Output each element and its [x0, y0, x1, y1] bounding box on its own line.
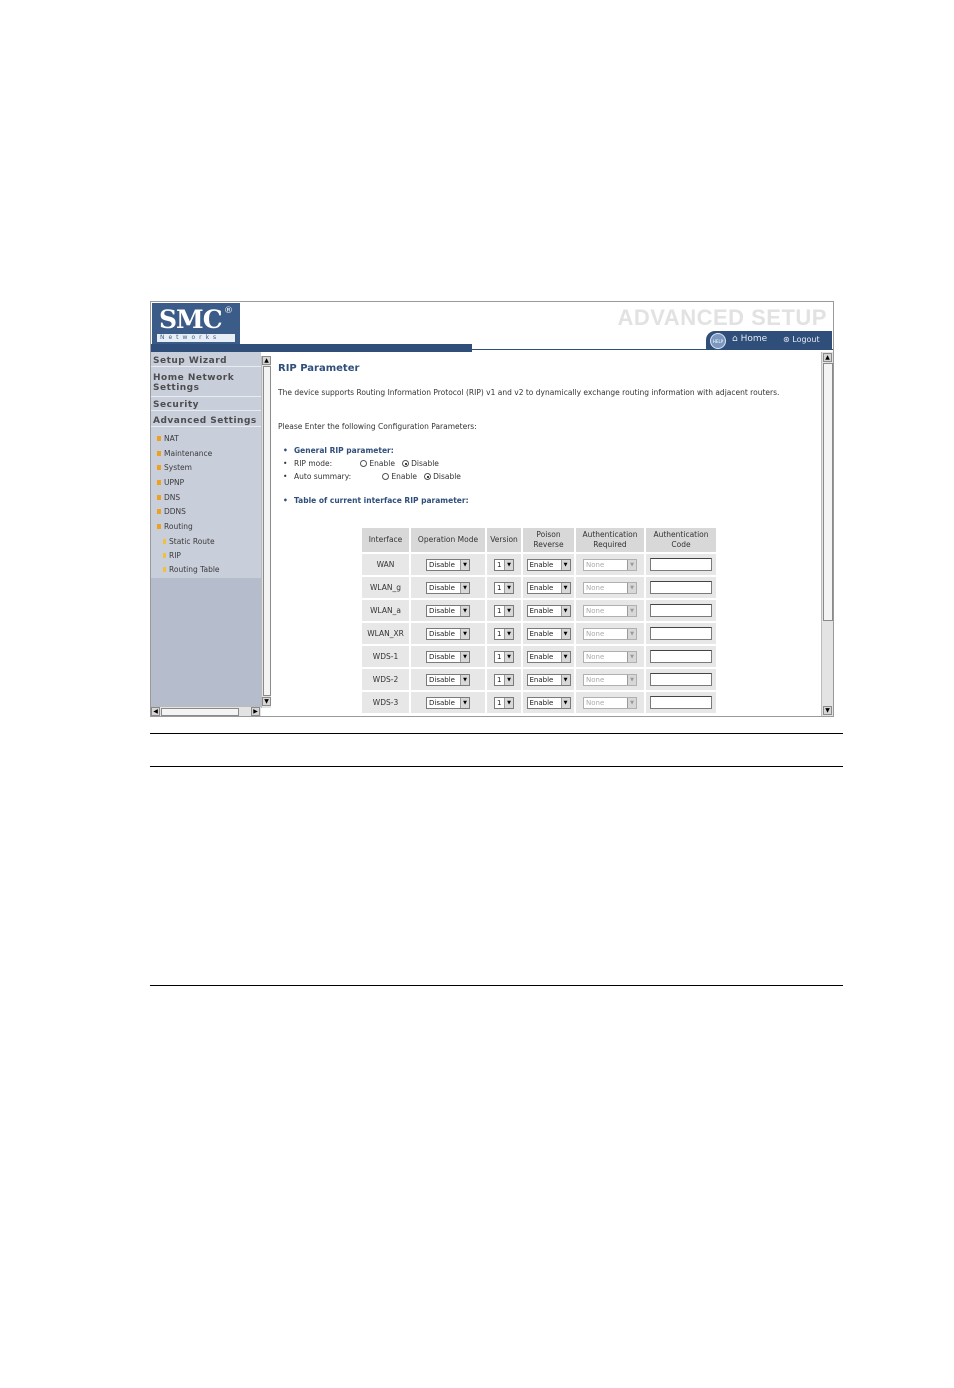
- chevron-down-icon: ▼: [504, 652, 513, 662]
- logout-label: Logout: [792, 335, 820, 344]
- subitem-label: Routing: [164, 522, 193, 531]
- operation-mode-cell: [411, 577, 485, 598]
- sidebar-subitem-system[interactable]: [157, 463, 192, 472]
- operation-mode-select[interactable]: [426, 605, 470, 617]
- poison-reverse-cell: [523, 554, 574, 575]
- sidebar-subitem-routing-table[interactable]: [163, 565, 220, 574]
- sidebar-item-security[interactable]: Security: [151, 400, 261, 411]
- operation-mode-select[interactable]: [426, 697, 470, 709]
- rip-mode-label: RIP mode:: [294, 459, 333, 468]
- poison-reverse-select[interactable]: [527, 559, 571, 571]
- version-select[interactable]: [494, 628, 514, 640]
- operation-mode-select[interactable]: [426, 674, 470, 686]
- table-heading: • Table of current interface RIP parameter:: [294, 496, 469, 505]
- column-header: Version: [487, 528, 521, 552]
- auth-required-select[interactable]: [583, 582, 637, 594]
- interface-cell: WLAN_g: [362, 577, 409, 598]
- auto-summary-enable-radio[interactable]: [382, 472, 417, 481]
- interface-cell: WDS-3: [362, 692, 409, 713]
- poison-reverse-cell: [523, 646, 574, 667]
- logout-icon: ⊛: [783, 335, 790, 344]
- sidebar-subitem-nat[interactable]: [157, 434, 179, 443]
- chevron-down-icon: ▼: [460, 652, 469, 662]
- auth-code-input[interactable]: [650, 558, 712, 571]
- interface-cell: WLAN_a: [362, 600, 409, 621]
- scrollbar-thumb[interactable]: [263, 366, 271, 696]
- auth-required-select[interactable]: [583, 605, 637, 617]
- subitem-label: System: [164, 463, 192, 472]
- chevron-down-icon: ▼: [504, 629, 513, 639]
- bullet-icon: [163, 553, 166, 558]
- radio-label: Enable: [369, 459, 395, 468]
- operation-mode-select[interactable]: [426, 559, 470, 571]
- bullet-icon: [157, 465, 161, 470]
- version-cell: [487, 623, 521, 644]
- chevron-down-icon: ▼: [460, 698, 469, 708]
- operation-mode-cell: [411, 554, 485, 575]
- version-cell: [487, 692, 521, 713]
- select-value: 1: [497, 583, 502, 592]
- table-row: [362, 577, 716, 598]
- bullet-icon: [163, 539, 166, 544]
- column-header: Authentication Code: [646, 528, 716, 552]
- version-select[interactable]: [494, 582, 514, 594]
- sidebar-vertical-scrollbar[interactable]: [261, 356, 271, 708]
- version-cell: [487, 646, 521, 667]
- poison-reverse-select[interactable]: [527, 651, 571, 663]
- scroll-up-icon[interactable]: ▲: [262, 356, 271, 365]
- version-cell: [487, 554, 521, 575]
- operation-mode-cell: [411, 623, 485, 644]
- divider: [150, 985, 843, 986]
- select-value: 1: [497, 652, 502, 661]
- auto-summary-label: Auto summary:: [294, 472, 352, 481]
- subitem-label: DNS: [164, 493, 181, 502]
- auth-code-input[interactable]: [650, 673, 712, 686]
- poison-reverse-select[interactable]: [527, 674, 571, 686]
- poison-reverse-select[interactable]: [527, 605, 571, 617]
- poison-reverse-cell: [523, 577, 574, 598]
- general-rip-heading: • General RIP parameter:: [294, 446, 394, 455]
- page-banner-title: ADVANCED SETUP: [617, 305, 827, 330]
- auth-required-cell: [576, 623, 644, 644]
- radio-label: Disable: [433, 472, 461, 481]
- subitem-label: RIP: [169, 551, 181, 560]
- table-row: [362, 554, 716, 575]
- scroll-left-icon[interactable]: ◀: [151, 707, 160, 716]
- page-description: The device supports Routing Information Protocol (RIP) v1 and v2 to dynamically exchange routing information with adjacent routers.: [278, 388, 780, 397]
- select-value: Disable: [429, 629, 455, 638]
- auth-code-input[interactable]: [650, 581, 712, 594]
- auth-required-cell: [576, 554, 644, 575]
- rip-mode-row: [294, 459, 439, 468]
- select-value: 1: [497, 560, 502, 569]
- select-value: Disable: [429, 606, 455, 615]
- select-value: Disable: [429, 698, 455, 707]
- poison-reverse-cell: [523, 692, 574, 713]
- poison-reverse-cell: [523, 623, 574, 644]
- sidebar-subitem-rip[interactable]: [163, 551, 181, 560]
- logo-text: SMC: [159, 305, 222, 334]
- table-row: [362, 669, 716, 690]
- sidebar-item-home-network-settings[interactable]: Home Network Settings: [151, 373, 261, 397]
- select-value: 1: [497, 698, 502, 707]
- auth-code-input[interactable]: [650, 604, 712, 617]
- version-select[interactable]: [494, 651, 514, 663]
- sidebar-horizontal-scrollbar[interactable]: [151, 706, 261, 717]
- chevron-down-icon: ▼: [627, 606, 636, 616]
- auth-required-select[interactable]: [583, 628, 637, 640]
- scroll-down-icon[interactable]: ▼: [262, 697, 271, 706]
- table-header-row: [362, 528, 716, 552]
- auth-code-cell: [646, 577, 716, 598]
- interface-cell: WAN: [362, 554, 409, 575]
- select-value: None: [586, 606, 605, 615]
- chevron-down-icon: ▼: [561, 583, 570, 593]
- chevron-down-icon: ▼: [561, 675, 570, 685]
- select-value: Enable: [529, 652, 554, 661]
- select-value: Enable: [529, 606, 554, 615]
- sidebar-item-setup-wizard[interactable]: Setup Wizard: [151, 356, 261, 367]
- select-value: 1: [497, 606, 502, 615]
- auth-required-select[interactable]: [583, 697, 637, 709]
- operation-mode-cell: [411, 692, 485, 713]
- auth-code-input[interactable]: [650, 627, 712, 640]
- auth-code-cell: [646, 623, 716, 644]
- bullet-icon: [157, 451, 161, 456]
- version-select[interactable]: [494, 697, 514, 709]
- logo-subtitle: Networks: [157, 334, 235, 342]
- chevron-down-icon: ▼: [504, 698, 513, 708]
- select-value: 1: [497, 675, 502, 684]
- divider: [150, 733, 843, 734]
- header-bar: [151, 344, 472, 352]
- auth-code-input[interactable]: [650, 650, 712, 663]
- table-row: [362, 692, 716, 713]
- auth-required-cell: [576, 600, 644, 621]
- sidebar-filler: [151, 578, 261, 707]
- poison-reverse-select[interactable]: [527, 582, 571, 594]
- operation-mode-cell: [411, 600, 485, 621]
- poison-reverse-select[interactable]: [527, 628, 571, 640]
- select-value: None: [586, 675, 605, 684]
- sidebar-subitem-routing[interactable]: [157, 522, 193, 531]
- scroll-down-icon[interactable]: ▼: [823, 706, 832, 715]
- home-link[interactable]: [732, 334, 767, 344]
- auth-code-input[interactable]: [650, 696, 712, 709]
- version-cell: [487, 577, 521, 598]
- version-cell: [487, 600, 521, 621]
- subitem-label: DDNS: [164, 507, 186, 516]
- sidebar-subitem-ddns[interactable]: [157, 507, 186, 516]
- column-header: Interface: [362, 528, 409, 552]
- bullet-icon: [157, 436, 161, 441]
- bullet-icon: [163, 567, 166, 572]
- chevron-down-icon: ▼: [627, 583, 636, 593]
- interface-cell: WLAN_XR: [362, 623, 409, 644]
- chevron-down-icon: ▼: [460, 606, 469, 616]
- chevron-down-icon: ▼: [460, 675, 469, 685]
- operation-mode-select[interactable]: [426, 628, 470, 640]
- chevron-down-icon: ▼: [627, 629, 636, 639]
- auth-required-select[interactable]: [583, 651, 637, 663]
- auth-required-select[interactable]: [583, 674, 637, 686]
- sidebar: [151, 352, 261, 707]
- chevron-down-icon: ▼: [561, 652, 570, 662]
- chevron-down-icon: ▼: [460, 583, 469, 593]
- column-header: Poison Reverse: [523, 528, 574, 552]
- chevron-down-icon: ▼: [504, 560, 513, 570]
- bullet-icon: [157, 509, 161, 514]
- select-value: Disable: [429, 560, 455, 569]
- divider: [150, 766, 843, 767]
- scroll-up-icon[interactable]: ▲: [823, 353, 832, 362]
- operation-mode-select[interactable]: [426, 651, 470, 663]
- interface-cell: WDS-1: [362, 646, 409, 667]
- rip-mode-disable-radio[interactable]: [402, 459, 439, 468]
- chevron-down-icon: ▼: [627, 698, 636, 708]
- auth-code-cell: [646, 600, 716, 621]
- select-value: Enable: [529, 583, 554, 592]
- subitem-label: Routing Table: [169, 565, 220, 574]
- home-label: Home: [740, 334, 768, 344]
- subitem-label: NAT: [164, 434, 179, 443]
- poison-reverse-select[interactable]: [527, 697, 571, 709]
- scrollbar-thumb[interactable]: [161, 708, 239, 716]
- auth-required-select[interactable]: [583, 559, 637, 571]
- select-value: Disable: [429, 583, 455, 592]
- auth-required-cell: [576, 669, 644, 690]
- auth-required-cell: [576, 646, 644, 667]
- main-vertical-scrollbar[interactable]: [821, 352, 833, 717]
- smc-logo: [152, 303, 240, 344]
- home-icon: ⌂: [732, 334, 738, 344]
- auth-code-cell: [646, 692, 716, 713]
- auth-code-cell: [646, 669, 716, 690]
- bullet-icon: [157, 480, 161, 485]
- operation-mode-cell: [411, 669, 485, 690]
- auto-summary-row: [294, 472, 461, 481]
- chevron-down-icon: ▼: [504, 675, 513, 685]
- select-value: 1: [497, 629, 502, 638]
- scrollbar-thumb[interactable]: [823, 363, 833, 621]
- page-title: RIP Parameter: [278, 363, 360, 374]
- subitem-label: Static Route: [169, 537, 215, 546]
- column-header: Operation Mode: [411, 528, 485, 552]
- rip-interface-table: [360, 526, 718, 715]
- chevron-down-icon: ▼: [460, 629, 469, 639]
- sidebar-subitem-static-route[interactable]: [163, 537, 215, 546]
- version-select[interactable]: [494, 605, 514, 617]
- main-content: [273, 352, 821, 717]
- logout-link[interactable]: [783, 335, 820, 344]
- select-value: Disable: [429, 675, 455, 684]
- instructions: Please Enter the following Configuration Parameters:: [278, 422, 477, 431]
- select-value: None: [586, 652, 605, 661]
- subitem-label: UPNP: [164, 478, 185, 487]
- select-value: Enable: [529, 560, 554, 569]
- sidebar-subitem-upnp[interactable]: [157, 478, 184, 487]
- poison-reverse-cell: [523, 669, 574, 690]
- chevron-down-icon: ▼: [504, 606, 513, 616]
- header: [151, 302, 833, 351]
- auth-code-cell: [646, 554, 716, 575]
- scroll-right-icon[interactable]: ▶: [251, 707, 260, 716]
- chevron-down-icon: ▼: [561, 629, 570, 639]
- radio-icon: [360, 460, 367, 467]
- poison-reverse-cell: [523, 600, 574, 621]
- rip-mode-enable-radio[interactable]: [360, 459, 395, 468]
- version-select[interactable]: [494, 674, 514, 686]
- auth-required-cell: [576, 692, 644, 713]
- logo-registered-mark: ®: [224, 306, 233, 316]
- select-value: Enable: [529, 698, 554, 707]
- chevron-down-icon: ▼: [561, 698, 570, 708]
- chevron-down-icon: ▼: [627, 675, 636, 685]
- radio-label: Enable: [391, 472, 417, 481]
- select-value: Enable: [529, 629, 554, 638]
- interface-cell: WDS-2: [362, 669, 409, 690]
- radio-icon: [382, 473, 389, 480]
- select-value: None: [586, 698, 605, 707]
- subitem-label: Maintenance: [164, 449, 213, 458]
- chevron-down-icon: ▼: [504, 583, 513, 593]
- auto-summary-disable-radio[interactable]: [424, 472, 461, 481]
- bullet-icon: [157, 495, 161, 500]
- operation-mode-select[interactable]: [426, 582, 470, 594]
- column-header: Authentication Required: [576, 528, 644, 552]
- chevron-down-icon: ▼: [561, 606, 570, 616]
- chevron-down-icon: ▼: [627, 652, 636, 662]
- top-nav: [706, 331, 832, 350]
- sidebar-subitem-dns[interactable]: [157, 493, 180, 502]
- auth-code-cell: [646, 646, 716, 667]
- sidebar-item-advanced-settings[interactable]: Advanced Settings: [151, 416, 261, 427]
- select-value: None: [586, 629, 605, 638]
- operation-mode-cell: [411, 646, 485, 667]
- table-row: [362, 623, 716, 644]
- radio-selected-icon: [402, 460, 409, 467]
- router-admin-screenshot: [150, 301, 834, 717]
- auth-required-cell: [576, 577, 644, 598]
- radio-label: Disable: [411, 459, 439, 468]
- select-value: None: [586, 560, 605, 569]
- radio-selected-icon: [424, 473, 431, 480]
- sidebar-subitem-maintenance[interactable]: [157, 449, 212, 458]
- table-row: [362, 646, 716, 667]
- help-icon[interactable]: HELP: [710, 333, 726, 349]
- version-select[interactable]: [494, 559, 514, 571]
- table-row: [362, 600, 716, 621]
- select-value: None: [586, 583, 605, 592]
- chevron-down-icon: ▼: [460, 560, 469, 570]
- select-value: Enable: [529, 675, 554, 684]
- chevron-down-icon: ▼: [627, 560, 636, 570]
- chevron-down-icon: ▼: [561, 560, 570, 570]
- version-cell: [487, 669, 521, 690]
- select-value: Disable: [429, 652, 455, 661]
- bullet-icon: [157, 524, 161, 529]
